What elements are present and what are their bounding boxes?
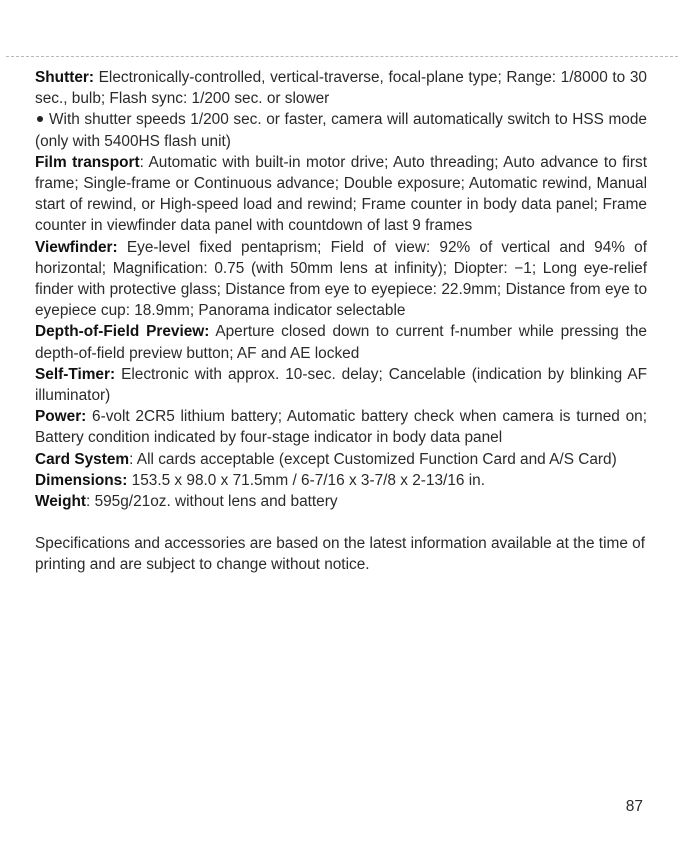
page-number: 87 bbox=[625, 798, 643, 815]
spec-label: Weight bbox=[35, 493, 87, 511]
spec-viewfinder bbox=[35, 237, 647, 322]
spec-label: Depth-of-Field Preview: bbox=[35, 323, 210, 341]
bullet-icon bbox=[37, 116, 43, 122]
spec-depth-of-field-preview bbox=[35, 321, 647, 363]
spec-text: Eye-level fixed pentaprism; Field of view: 92% of vertical and 94% of horizontal; Magnification: 0.75 (with 50mm lens at infinity); Diopter: −1; Long eye-relief finder with protective glass; Distance from eye to eyepiece: 22.9mm; Distance from eye to eyepiece cup: 18.9mm; Panorama indicator selectable bbox=[35, 238, 647, 320]
top-divider bbox=[6, 56, 678, 57]
spec-label: Shutter: bbox=[35, 69, 94, 86]
spec-shutter-note bbox=[35, 109, 647, 151]
spec-text: : 595g/21oz. without lens and battery bbox=[86, 493, 338, 511]
spec-label: Self-Timer: bbox=[35, 365, 116, 383]
spec-card-system bbox=[35, 449, 647, 470]
specifications-content bbox=[35, 67, 647, 576]
spec-text: Aperture closed down to current f-number while pressing the depth-of-field preview button; AF and AE locked bbox=[35, 323, 647, 362]
disclaimer-text: Specifications and accessories are based on the latest information available at the time of printing and are subject to change without notice. bbox=[35, 535, 645, 574]
spec-label: Viewfinder: bbox=[35, 238, 118, 256]
spec-label: Film transport bbox=[35, 153, 140, 171]
spec-film-transport bbox=[35, 152, 647, 237]
spec-power bbox=[35, 406, 647, 448]
spec-self-timer bbox=[35, 364, 647, 406]
spec-shutter bbox=[35, 67, 647, 109]
spec-text: 6-volt 2CR5 lithium battery; Automatic battery check when camera is turned on; Battery condition indicated by four-stage indicator in body data panel bbox=[35, 408, 647, 447]
spec-text: 153.5 x 98.0 x 71.5mm / 6-7/16 x 3-7/8 x 2-13/16 in. bbox=[127, 471, 485, 489]
spec-dimensions bbox=[35, 470, 647, 491]
spec-weight bbox=[35, 491, 647, 512]
spec-label: Power: bbox=[35, 408, 87, 426]
spec-text: Electronically-controlled, vertical-traverse, focal-plane type; Range: 1/8000 to 30 sec., bulb; Flash sync: 1/200 sec. or slower bbox=[35, 69, 647, 108]
spec-note-text: With shutter speeds 1/200 sec. or faster, camera will automatically switch to HSS mode (only with 5400HS flash unit) bbox=[35, 111, 647, 150]
spec-label: Card System bbox=[35, 450, 130, 468]
spec-label: Dimensions: bbox=[35, 471, 128, 489]
spec-text: : All cards acceptable (except Customized Function Card and A/S Card) bbox=[129, 450, 617, 468]
spec-text: : Automatic with built-in motor drive; Auto threading; Auto advance to first frame; Single-frame or Continuous advance; Double exposure; Automatic rewind, Manual start of rewind, or High-speed load and rewind; Frame counter in body data panel; Frame counter in viewfinder data panel with countdown of last 9 frames bbox=[35, 153, 647, 235]
spec-text: Electronic with approx. 10-sec. delay; Cancelable (indication by blinking AF illuminator) bbox=[35, 365, 647, 405]
